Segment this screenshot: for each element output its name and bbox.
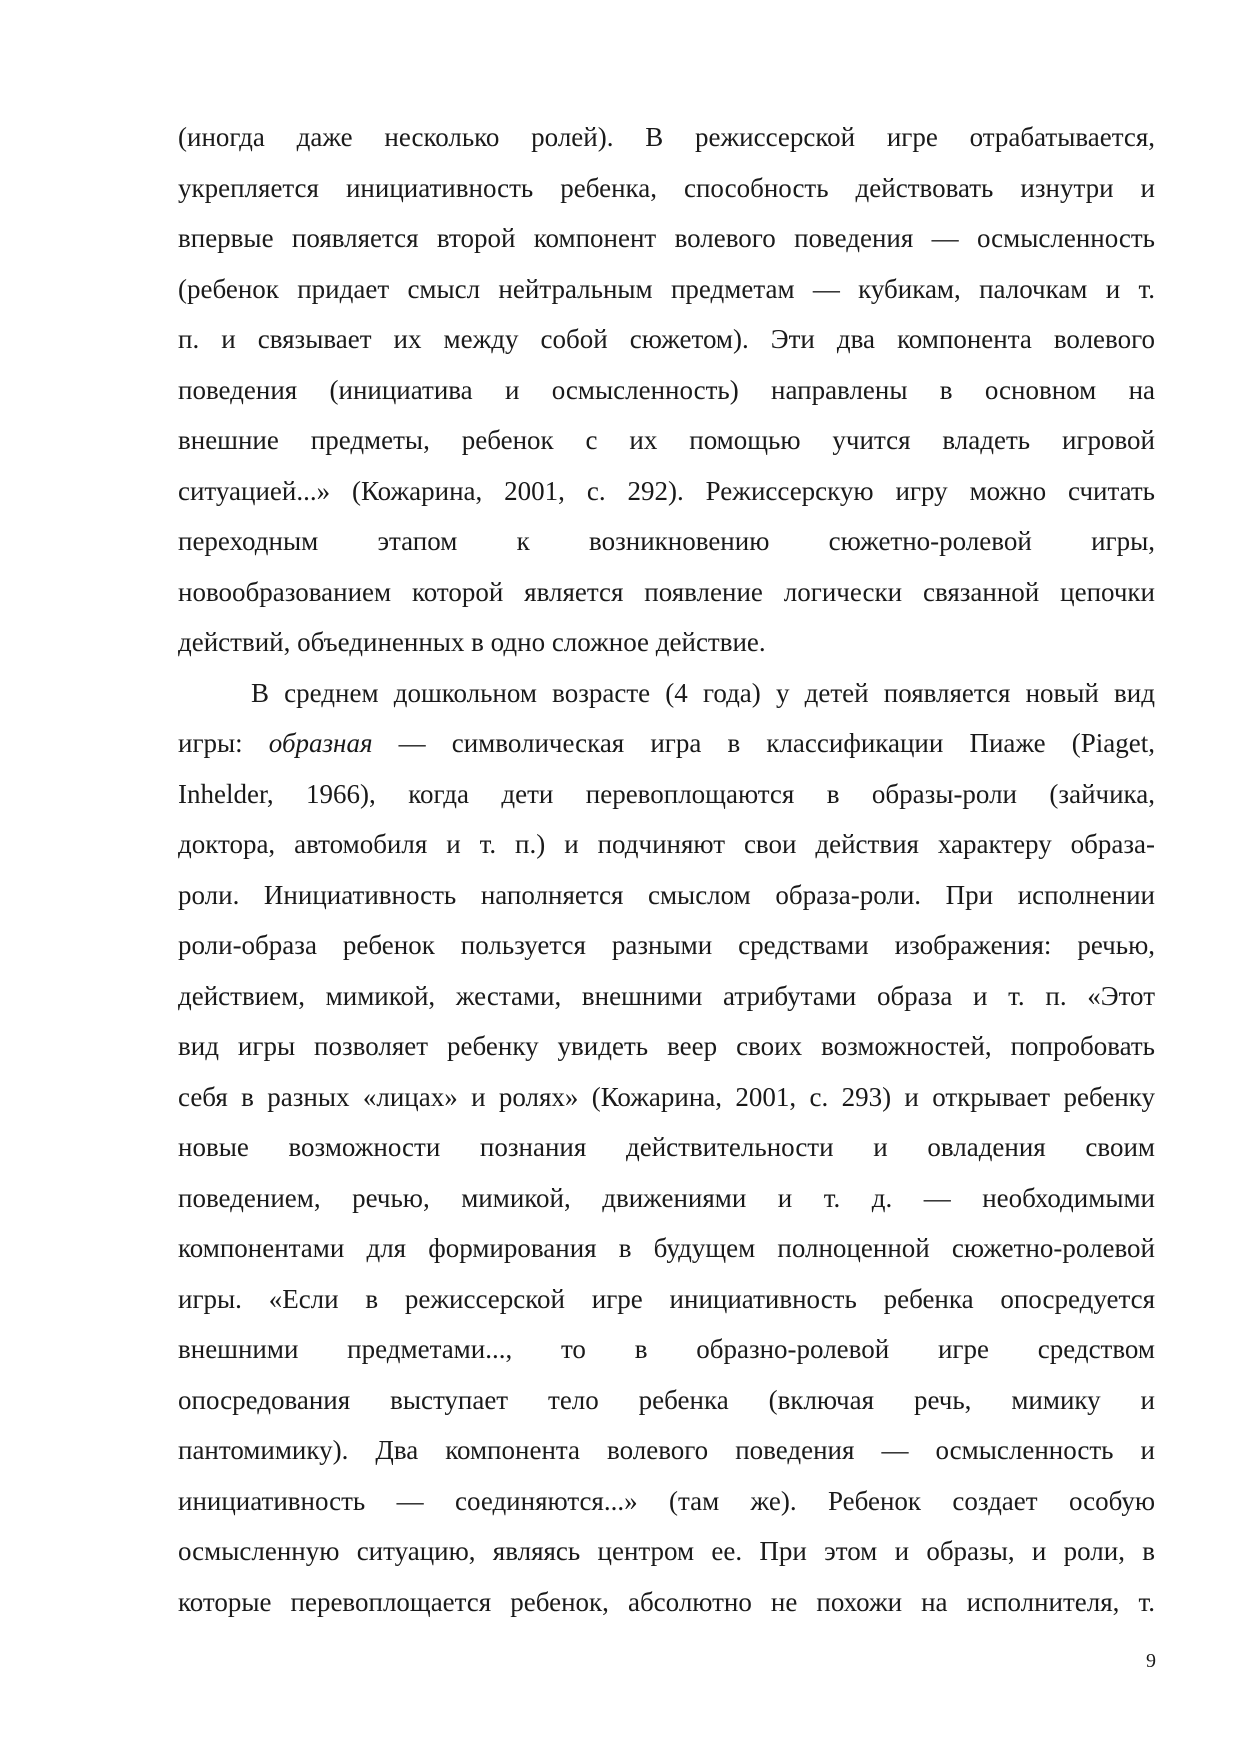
page-number: 9 (1146, 1650, 1156, 1672)
text-line: новообразованием которой является появление логически связанной цепочки (178, 576, 1155, 607)
paragraph-end-line: действий, объединенных в одно сложное действие. (178, 627, 766, 657)
text-line: которые перевоплощается ребенок, абсолютно не похожи на исполнителя, т. (178, 1586, 1155, 1617)
text-line: роли-образа ребенок пользуется разными средствами изображения: речью, (178, 930, 1155, 960)
text-line: себя в разных «лицах» и ролях» (Кожарина, 2001, с. 293) и открывает ребенку (178, 1081, 1155, 1112)
text-line: инициативность — соединяются...» (там же). Ребенок создает особую (178, 1485, 1155, 1516)
text-line: компонентами для формирования в будущем полноценной сюжетно-ролевой (178, 1233, 1155, 1263)
text-line: поведением, речью, мимикой, движениями и т. д. — необходимыми (178, 1182, 1155, 1213)
italic-term: образная (268, 728, 373, 758)
line-end: — символическая игра в классификации Пиаже (Piaget, (372, 728, 1155, 758)
text-line: игры. «Если в режиссерской игре инициативность ребенка опосредуется (178, 1283, 1155, 1314)
body-text (178, 112, 1155, 1627)
text-line: Inhelder, 1966), когда дети перевоплощаются в образы-роли (зайчика, (178, 778, 1155, 809)
text-line: п. и связывает их между собой сюжетом). Эти два компонента волевого (178, 324, 1155, 354)
text-line-with-italic (178, 718, 1155, 769)
text-line: доктора, автомобиля и т. п.) и подчиняют свои действия характеру образа- (178, 829, 1155, 859)
text-line: укрепляется инициативность ребенка, способность действовать изнутри и (178, 172, 1155, 203)
text-line: внешними предметами..., то в образно-ролевой игре средством (178, 1334, 1155, 1364)
text-line: (ребенок придает смысл нейтральным предметам — кубикам, палочкам и т. (178, 273, 1155, 304)
text-line: поведения (инициатива и осмысленность) направлены в основном на (178, 374, 1155, 405)
paragraph-first-line: В среднем дошкольном возрасте (4 года) у детей появляется новый вид (251, 677, 1155, 708)
text-line: (иногда даже несколько ролей). В режиссерской игре отрабатывается, (178, 122, 1155, 152)
text-line: осмысленную ситуацию, являясь центром ее. При этом и образы, и роли, в (178, 1536, 1155, 1566)
text-line: действием, мимикой, жестами, внешними атрибутами образа и т. п. «Этот (178, 980, 1155, 1011)
text-line: опосредования выступает тело ребенка (включая речь, мимику и (178, 1384, 1155, 1415)
text-line: впервые появляется второй компонент волевого поведения — осмысленность (178, 223, 1155, 253)
text-line: вид игры позволяет ребенку увидеть веер своих возможностей, попробовать (178, 1031, 1155, 1061)
line-start: игры: (178, 728, 269, 758)
text-line: переходным этапом к возникновению сюжетно-ролевой игры, (178, 526, 1155, 556)
text-line: роли. Инициативность наполняется смыслом образа-роли. При исполнении (178, 879, 1155, 910)
text-line: ситуацией...» (Кожарина, 2001, с. 292). Режиссерскую игру можно считать (178, 475, 1155, 506)
text-line: внешние предметы, ребенок с их помощью учится владеть игровой (178, 425, 1155, 455)
text-line: пантомимику). Два компонента волевого поведения — осмысленность и (178, 1435, 1155, 1465)
text-line: новые возможности познания действительности и овладения своим (178, 1132, 1155, 1162)
